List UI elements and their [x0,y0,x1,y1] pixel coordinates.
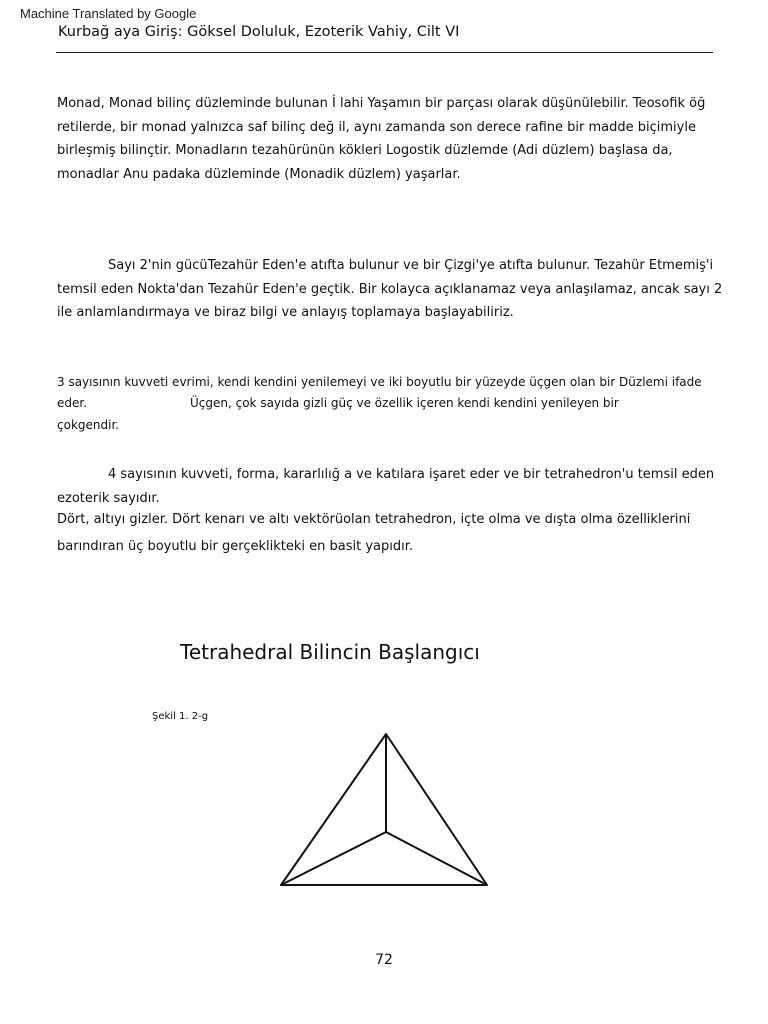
figure-title: Tetrahedral Bilincin Başlangıcı [180,640,480,664]
paragraph-monad: Monad, Monad bilinç düzleminde bulunan İ lahi Yaşamın bir parçası olarak düşünülebilir. Teosofik öğ retilerde, bir monad yalnızca saf bilinç değ il, aynı zamanda son derece rafine bir madde biçimiyle birleşmiş bilinçtir. Monadların tezahürünün kökleri Logostik düzlemde (Adi düzlem) başlasa da, monadlar Anu padaka düzleminde (Monadik düzlem) yaşarlar. [57,96,706,182]
paragraph-number-three: 3 sayısının kuvveti evrimi, kendi kendini yenilemeyi ve iki boyutlu bir yüzeyde üçgen olan bir Düzlemi ifade eder. [57,375,702,410]
tetrahedron-outline [281,734,487,885]
paragraph-polygon-line: çokgendir. [57,418,120,432]
figure-label: Şekil 1. 2-g [152,711,209,722]
paragraph-triangle-line: Üçgen, çok sayıda gizli güç ve özellik içeren kendi kendini yenileyen bir [190,396,619,410]
header-rule [56,52,713,53]
paragraph-number-two: Sayı 2'nin gücüTezahür Eden'e atıfta bulunur ve bir Çizgi'ye atıfta bulunur. Tezahür Etmemiş'i temsil eden Nokta'dan Tezahür Eden'e geçtik. Bir kolayca açıklanamaz veya anlaşılamaz, ancak sayı 2 ile anlamlandırmaya ve biraz bilgi ve anlayış toplamaya başlayabiliriz. [57,258,723,320]
machine-translation-banner: Machine Translated by Google [20,6,197,21]
running-head: Kurbağ aya Giriş: Göksel Doluluk, Ezoterik Vahiy, Cilt VI [58,24,460,40]
paragraph-tetrahedron: Dört, altıyı gizler. Dört kenarı ve altı vektörüolan tetrahedron, içte olma ve dışta olma özelliklerini barındıran üç boyutlu bir gerçeklikteki en basit yapıdır. [57,512,691,554]
tetrahedron-edge-left [281,832,386,885]
paragraph-number-four: 4 sayısının kuvveti, forma, kararlılığ a ve katılara işaret eder ve bir tetrahedron'u temsil eden ezoterik sayıdır. [57,467,715,506]
tetrahedron-diagram [274,728,494,892]
page-number: 72 [375,952,393,968]
tetrahedron-edge-right [386,832,487,885]
